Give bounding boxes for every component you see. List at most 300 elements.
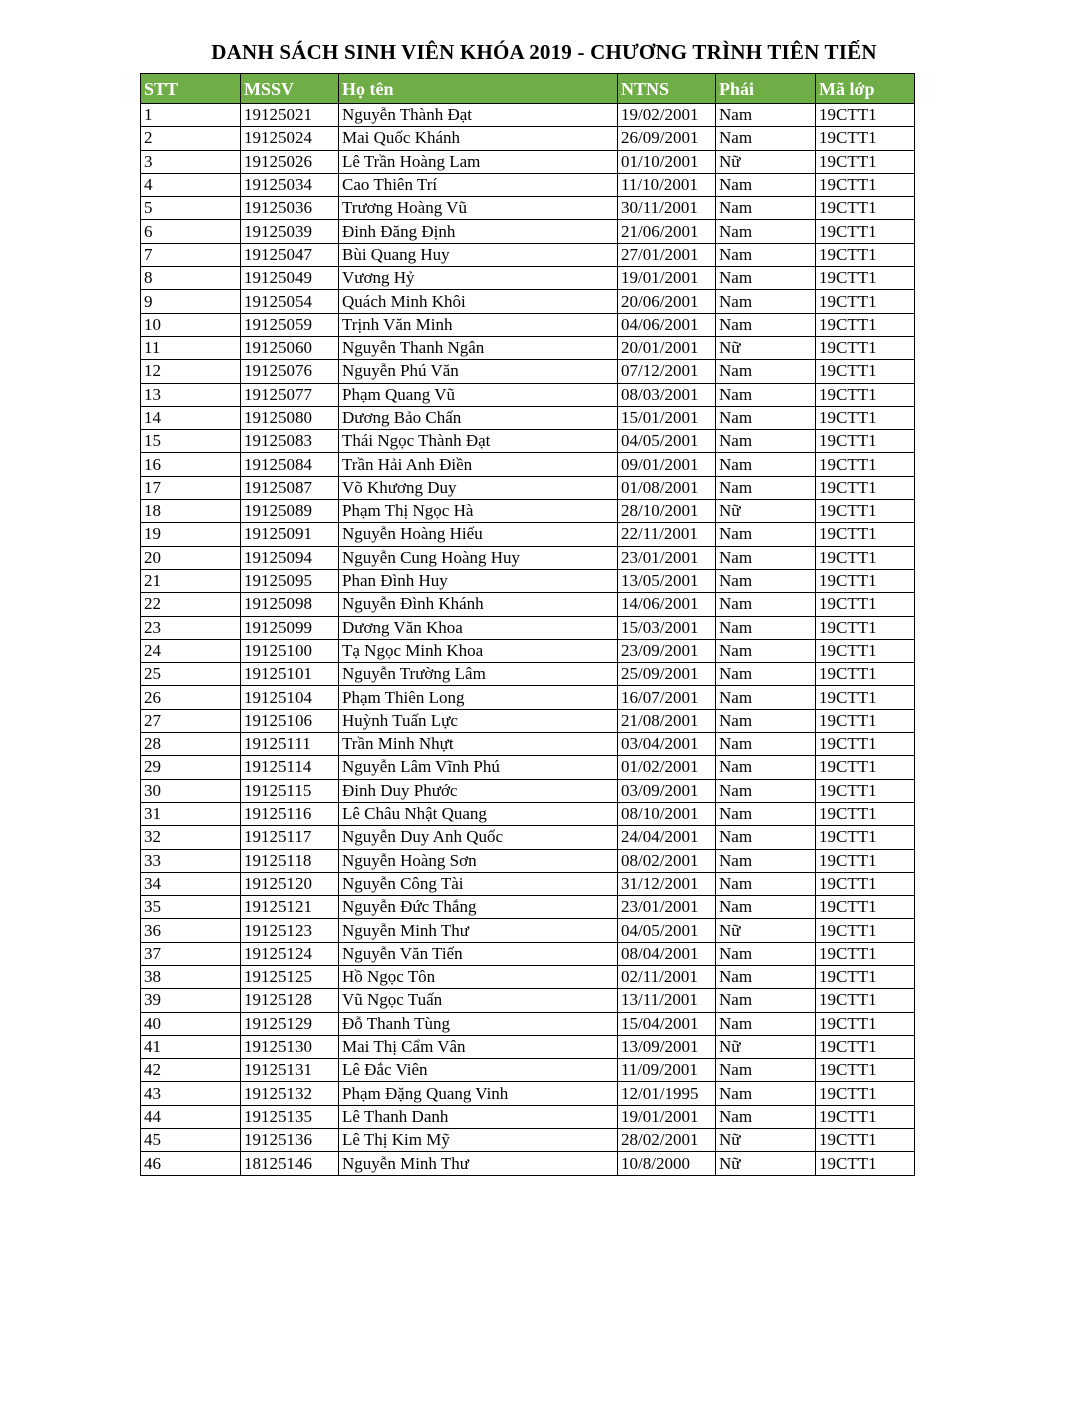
cell-gender: Nam [716, 965, 816, 988]
cell-name: Vương Hỷ [339, 267, 618, 290]
table-row [141, 663, 915, 686]
cell-stt: 5 [141, 197, 241, 220]
cell-mssv: 19125076 [241, 360, 339, 383]
cell-birthdate: 15/04/2001 [618, 1012, 716, 1035]
cell-class-code: 19CTT1 [816, 919, 915, 942]
column-header-stt: STT [141, 74, 241, 104]
table-row [141, 476, 915, 499]
cell-stt: 11 [141, 336, 241, 359]
cell-birthdate: 08/04/2001 [618, 942, 716, 965]
cell-mssv: 19125083 [241, 430, 339, 453]
cell-mssv: 19125136 [241, 1129, 339, 1152]
cell-stt: 8 [141, 267, 241, 290]
cell-stt: 1 [141, 104, 241, 127]
table-row [141, 500, 915, 523]
cell-mssv: 19125021 [241, 104, 339, 127]
table-row [141, 290, 915, 313]
table-row [141, 1082, 915, 1105]
cell-name: Nguyễn Hoàng Hiếu [339, 523, 618, 546]
cell-name: Mai Quốc Khánh [339, 127, 618, 150]
table-row [141, 360, 915, 383]
cell-birthdate: 26/09/2001 [618, 127, 716, 150]
cell-class-code: 19CTT1 [816, 569, 915, 592]
cell-gender: Nữ [716, 150, 816, 173]
table-row [141, 569, 915, 592]
cell-birthdate: 25/09/2001 [618, 663, 716, 686]
student-table [140, 73, 915, 1176]
cell-name: Thái Ngọc Thành Đạt [339, 430, 618, 453]
cell-mssv: 19125099 [241, 616, 339, 639]
cell-class-code: 19CTT1 [816, 802, 915, 825]
cell-name: Lê Trần Hoàng Lam [339, 150, 618, 173]
cell-gender: Nữ [716, 1152, 816, 1175]
cell-birthdate: 03/04/2001 [618, 733, 716, 756]
cell-name: Nguyễn Hoàng Sơn [339, 849, 618, 872]
cell-name: Dương Bảo Chấn [339, 406, 618, 429]
cell-mssv: 19125120 [241, 872, 339, 895]
cell-gender: Nam [716, 663, 816, 686]
cell-birthdate: 08/03/2001 [618, 383, 716, 406]
cell-gender: Nam [716, 173, 816, 196]
cell-class-code: 19CTT1 [816, 313, 915, 336]
cell-class-code: 19CTT1 [816, 965, 915, 988]
cell-name: Lê Đắc Viên [339, 1059, 618, 1082]
cell-name: Lê Thanh Danh [339, 1105, 618, 1128]
cell-gender: Nam [716, 267, 816, 290]
cell-birthdate: 21/08/2001 [618, 709, 716, 732]
table-row [141, 1059, 915, 1082]
cell-gender: Nam [716, 104, 816, 127]
cell-class-code: 19CTT1 [816, 173, 915, 196]
cell-gender: Nam [716, 1059, 816, 1082]
cell-mssv: 19125125 [241, 965, 339, 988]
cell-gender: Nam [716, 476, 816, 499]
table-row [141, 313, 915, 336]
cell-birthdate: 01/08/2001 [618, 476, 716, 499]
table-row [141, 546, 915, 569]
cell-class-code: 19CTT1 [816, 709, 915, 732]
cell-name: Nguyễn Duy Anh Quốc [339, 826, 618, 849]
cell-class-code: 19CTT1 [816, 523, 915, 546]
cell-name: Trần Minh Nhựt [339, 733, 618, 756]
cell-birthdate: 13/11/2001 [618, 989, 716, 1012]
cell-mssv: 19125036 [241, 197, 339, 220]
cell-gender: Nam [716, 1012, 816, 1035]
cell-gender: Nam [716, 756, 816, 779]
cell-name: Nguyễn Đình Khánh [339, 593, 618, 616]
table-row [141, 173, 915, 196]
cell-stt: 13 [141, 383, 241, 406]
cell-class-code: 19CTT1 [816, 360, 915, 383]
cell-mssv: 19125114 [241, 756, 339, 779]
cell-gender: Nam [716, 453, 816, 476]
cell-birthdate: 04/05/2001 [618, 919, 716, 942]
cell-gender: Nam [716, 826, 816, 849]
cell-birthdate: 01/10/2001 [618, 150, 716, 173]
cell-stt: 9 [141, 290, 241, 313]
cell-birthdate: 10/8/2000 [618, 1152, 716, 1175]
table-row [141, 733, 915, 756]
table-row [141, 756, 915, 779]
cell-gender: Nam [716, 313, 816, 336]
cell-class-code: 19CTT1 [816, 942, 915, 965]
cell-name: Tạ Ngọc Minh Khoa [339, 639, 618, 662]
cell-birthdate: 28/02/2001 [618, 1129, 716, 1152]
cell-mssv: 19125131 [241, 1059, 339, 1082]
cell-gender: Nam [716, 360, 816, 383]
cell-class-code: 19CTT1 [816, 1105, 915, 1128]
cell-birthdate: 02/11/2001 [618, 965, 716, 988]
cell-gender: Nam [716, 849, 816, 872]
table-row [141, 919, 915, 942]
cell-gender: Nam [716, 802, 816, 825]
table-row [141, 197, 915, 220]
cell-gender: Nữ [716, 1129, 816, 1152]
table-row [141, 593, 915, 616]
cell-class-code: 19CTT1 [816, 733, 915, 756]
cell-name: Nguyễn Thành Đạt [339, 104, 618, 127]
cell-birthdate: 01/02/2001 [618, 756, 716, 779]
cell-birthdate: 19/02/2001 [618, 104, 716, 127]
cell-name: Mai Thị Cẩm Vân [339, 1035, 618, 1058]
cell-class-code: 19CTT1 [816, 267, 915, 290]
table-row [141, 430, 915, 453]
cell-stt: 12 [141, 360, 241, 383]
cell-name: Phan Đình Huy [339, 569, 618, 592]
cell-mssv: 19125128 [241, 989, 339, 1012]
cell-mssv: 19125135 [241, 1105, 339, 1128]
cell-name: Phạm Thị Ngọc Hà [339, 500, 618, 523]
table-row [141, 709, 915, 732]
cell-gender: Nam [716, 942, 816, 965]
column-header-name: Họ tên [339, 74, 618, 104]
cell-gender: Nam [716, 593, 816, 616]
cell-gender: Nam [716, 406, 816, 429]
cell-gender: Nữ [716, 500, 816, 523]
cell-mssv: 19125104 [241, 686, 339, 709]
cell-class-code: 19CTT1 [816, 220, 915, 243]
cell-gender: Nữ [716, 919, 816, 942]
cell-class-code: 19CTT1 [816, 336, 915, 359]
cell-stt: 32 [141, 826, 241, 849]
column-header-gender: Phái [716, 74, 816, 104]
cell-birthdate: 12/01/1995 [618, 1082, 716, 1105]
cell-class-code: 19CTT1 [816, 1082, 915, 1105]
table-row [141, 406, 915, 429]
cell-class-code: 19CTT1 [816, 663, 915, 686]
cell-birthdate: 30/11/2001 [618, 197, 716, 220]
cell-class-code: 19CTT1 [816, 756, 915, 779]
cell-class-code: 19CTT1 [816, 290, 915, 313]
cell-gender: Nam [716, 197, 816, 220]
cell-mssv: 19125115 [241, 779, 339, 802]
cell-name: Lê Thị Kim Mỹ [339, 1129, 618, 1152]
cell-stt: 39 [141, 989, 241, 1012]
cell-class-code: 19CTT1 [816, 150, 915, 173]
cell-stt: 4 [141, 173, 241, 196]
cell-class-code: 19CTT1 [816, 639, 915, 662]
cell-name: Đinh Đăng Định [339, 220, 618, 243]
cell-gender: Nam [716, 733, 816, 756]
cell-class-code: 19CTT1 [816, 1012, 915, 1035]
table-row [141, 639, 915, 662]
cell-mssv: 19125095 [241, 569, 339, 592]
table-row [141, 896, 915, 919]
cell-class-code: 19CTT1 [816, 383, 915, 406]
table-row [141, 523, 915, 546]
table-row [141, 336, 915, 359]
cell-stt: 2 [141, 127, 241, 150]
table-row [141, 453, 915, 476]
cell-gender: Nam [716, 779, 816, 802]
cell-birthdate: 23/09/2001 [618, 639, 716, 662]
column-header-mssv: MSSV [241, 74, 339, 104]
cell-birthdate: 09/01/2001 [618, 453, 716, 476]
cell-mssv: 19125118 [241, 849, 339, 872]
cell-class-code: 19CTT1 [816, 779, 915, 802]
cell-mssv: 19125059 [241, 313, 339, 336]
cell-class-code: 19CTT1 [816, 453, 915, 476]
cell-class-code: 19CTT1 [816, 896, 915, 919]
cell-gender: Nam [716, 686, 816, 709]
cell-class-code: 19CTT1 [816, 989, 915, 1012]
cell-stt: 44 [141, 1105, 241, 1128]
cell-mssv: 19125039 [241, 220, 339, 243]
page-title: DANH SÁCH SINH VIÊN KHÓA 2019 - CHƯƠNG TRÌNH TIÊN TIẾN [211, 40, 877, 64]
cell-stt: 15 [141, 430, 241, 453]
cell-mssv: 19125130 [241, 1035, 339, 1058]
cell-stt: 45 [141, 1129, 241, 1152]
cell-class-code: 19CTT1 [816, 849, 915, 872]
cell-name: Vũ Ngọc Tuấn [339, 989, 618, 1012]
cell-gender: Nam [716, 569, 816, 592]
cell-mssv: 19125129 [241, 1012, 339, 1035]
table-row [141, 616, 915, 639]
cell-name: Phạm Quang Vũ [339, 383, 618, 406]
table-row [141, 826, 915, 849]
cell-gender: Nam [716, 1105, 816, 1128]
cell-birthdate: 19/01/2001 [618, 1105, 716, 1128]
cell-stt: 37 [141, 942, 241, 965]
cell-gender: Nam [716, 1082, 816, 1105]
cell-mssv: 19125089 [241, 500, 339, 523]
cell-birthdate: 22/11/2001 [618, 523, 716, 546]
cell-stt: 29 [141, 756, 241, 779]
cell-stt: 17 [141, 476, 241, 499]
cell-class-code: 19CTT1 [816, 500, 915, 523]
cell-birthdate: 15/01/2001 [618, 406, 716, 429]
cell-stt: 6 [141, 220, 241, 243]
table-row [141, 779, 915, 802]
cell-name: Nguyễn Đức Thắng [339, 896, 618, 919]
cell-gender: Nam [716, 639, 816, 662]
cell-gender: Nam [716, 430, 816, 453]
cell-birthdate: 04/05/2001 [618, 430, 716, 453]
table-header-row [141, 74, 915, 104]
cell-gender: Nam [716, 872, 816, 895]
cell-stt: 27 [141, 709, 241, 732]
table-row [141, 1012, 915, 1035]
cell-gender: Nam [716, 896, 816, 919]
cell-name: Đỗ Thanh Tùng [339, 1012, 618, 1035]
cell-mssv: 19125106 [241, 709, 339, 732]
cell-class-code: 19CTT1 [816, 1059, 915, 1082]
column-header-birthdate: NTNS [618, 74, 716, 104]
cell-class-code: 19CTT1 [816, 430, 915, 453]
cell-stt: 46 [141, 1152, 241, 1175]
cell-mssv: 19125094 [241, 546, 339, 569]
cell-birthdate: 04/06/2001 [618, 313, 716, 336]
cell-mssv: 19125060 [241, 336, 339, 359]
table-row [141, 965, 915, 988]
cell-birthdate: 13/05/2001 [618, 569, 716, 592]
cell-gender: Nam [716, 220, 816, 243]
cell-class-code: 19CTT1 [816, 826, 915, 849]
cell-name: Quách Minh Khôi [339, 290, 618, 313]
cell-mssv: 19125034 [241, 173, 339, 196]
cell-birthdate: 20/01/2001 [618, 336, 716, 359]
cell-gender: Nam [716, 243, 816, 266]
cell-mssv: 19125091 [241, 523, 339, 546]
cell-class-code: 19CTT1 [816, 593, 915, 616]
table-row [141, 872, 915, 895]
cell-name: Trịnh Văn Minh [339, 313, 618, 336]
table-row [141, 383, 915, 406]
cell-name: Hồ Ngọc Tôn [339, 965, 618, 988]
cell-stt: 19 [141, 523, 241, 546]
cell-name: Nguyễn Phú Văn [339, 360, 618, 383]
cell-gender: Nam [716, 290, 816, 313]
cell-mssv: 19125087 [241, 476, 339, 499]
table-row [141, 150, 915, 173]
cell-birthdate: 07/12/2001 [618, 360, 716, 383]
cell-stt: 31 [141, 802, 241, 825]
cell-class-code: 19CTT1 [816, 197, 915, 220]
cell-birthdate: 20/06/2001 [618, 290, 716, 313]
cell-birthdate: 03/09/2001 [618, 779, 716, 802]
table-row [141, 1035, 915, 1058]
cell-stt: 30 [141, 779, 241, 802]
cell-stt: 26 [141, 686, 241, 709]
table-body [141, 104, 915, 1176]
cell-birthdate: 11/09/2001 [618, 1059, 716, 1082]
cell-birthdate: 16/07/2001 [618, 686, 716, 709]
cell-birthdate: 08/10/2001 [618, 802, 716, 825]
table-row [141, 802, 915, 825]
cell-class-code: 19CTT1 [816, 406, 915, 429]
cell-name: Trương Hoàng Vũ [339, 197, 618, 220]
cell-birthdate: 11/10/2001 [618, 173, 716, 196]
cell-birthdate: 14/06/2001 [618, 593, 716, 616]
cell-class-code: 19CTT1 [816, 243, 915, 266]
table-row [141, 686, 915, 709]
cell-stt: 28 [141, 733, 241, 756]
cell-mssv: 18125146 [241, 1152, 339, 1175]
cell-stt: 20 [141, 546, 241, 569]
cell-class-code: 19CTT1 [816, 476, 915, 499]
table-row [141, 1105, 915, 1128]
cell-name: Bùi Quang Huy [339, 243, 618, 266]
cell-name: Phạm Đặng Quang Vinh [339, 1082, 618, 1105]
cell-name: Phạm Thiên Long [339, 686, 618, 709]
cell-class-code: 19CTT1 [816, 872, 915, 895]
cell-name: Nguyễn Lâm Vĩnh Phú [339, 756, 618, 779]
cell-gender: Nam [716, 616, 816, 639]
cell-mssv: 19125054 [241, 290, 339, 313]
cell-mssv: 19125026 [241, 150, 339, 173]
cell-birthdate: 21/06/2001 [618, 220, 716, 243]
cell-mssv: 19125132 [241, 1082, 339, 1105]
table-row [141, 849, 915, 872]
table-row [141, 243, 915, 266]
cell-stt: 3 [141, 150, 241, 173]
cell-class-code: 19CTT1 [816, 127, 915, 150]
cell-stt: 24 [141, 639, 241, 662]
cell-class-code: 19CTT1 [816, 1152, 915, 1175]
cell-gender: Nam [716, 127, 816, 150]
cell-stt: 41 [141, 1035, 241, 1058]
table-row [141, 942, 915, 965]
table-row [141, 989, 915, 1012]
table-row [141, 220, 915, 243]
cell-stt: 23 [141, 616, 241, 639]
cell-mssv: 19125121 [241, 896, 339, 919]
cell-gender: Nam [716, 709, 816, 732]
cell-stt: 40 [141, 1012, 241, 1035]
cell-mssv: 19125124 [241, 942, 339, 965]
cell-name: Dương Văn Khoa [339, 616, 618, 639]
cell-stt: 34 [141, 872, 241, 895]
cell-gender: Nam [716, 523, 816, 546]
cell-stt: 38 [141, 965, 241, 988]
cell-stt: 14 [141, 406, 241, 429]
cell-mssv: 19125077 [241, 383, 339, 406]
cell-mssv: 19125101 [241, 663, 339, 686]
cell-name: Nguyễn Văn Tiến [339, 942, 618, 965]
cell-stt: 25 [141, 663, 241, 686]
cell-birthdate: 23/01/2001 [618, 546, 716, 569]
cell-name: Nguyễn Công Tài [339, 872, 618, 895]
cell-birthdate: 23/01/2001 [618, 896, 716, 919]
cell-birthdate: 13/09/2001 [618, 1035, 716, 1058]
cell-name: Nguyễn Minh Thư [339, 919, 618, 942]
cell-mssv: 19125117 [241, 826, 339, 849]
cell-birthdate: 19/01/2001 [618, 267, 716, 290]
cell-gender: Nam [716, 989, 816, 1012]
cell-mssv: 19125116 [241, 802, 339, 825]
cell-mssv: 19125111 [241, 733, 339, 756]
cell-name: Nguyễn Thanh Ngân [339, 336, 618, 359]
cell-name: Nguyễn Trường Lâm [339, 663, 618, 686]
cell-stt: 43 [141, 1082, 241, 1105]
column-header-class-code: Mã lớp [816, 74, 915, 104]
cell-stt: 22 [141, 593, 241, 616]
cell-mssv: 19125047 [241, 243, 339, 266]
cell-name: Lê Châu Nhật Quang [339, 802, 618, 825]
cell-stt: 7 [141, 243, 241, 266]
cell-stt: 21 [141, 569, 241, 592]
cell-class-code: 19CTT1 [816, 686, 915, 709]
cell-name: Võ Khương Duy [339, 476, 618, 499]
cell-gender: Nam [716, 546, 816, 569]
cell-class-code: 19CTT1 [816, 616, 915, 639]
cell-birthdate: 31/12/2001 [618, 872, 716, 895]
cell-mssv: 19125123 [241, 919, 339, 942]
cell-name: Huỳnh Tuấn Lực [339, 709, 618, 732]
cell-stt: 36 [141, 919, 241, 942]
cell-gender: Nữ [716, 1035, 816, 1058]
cell-mssv: 19125024 [241, 127, 339, 150]
